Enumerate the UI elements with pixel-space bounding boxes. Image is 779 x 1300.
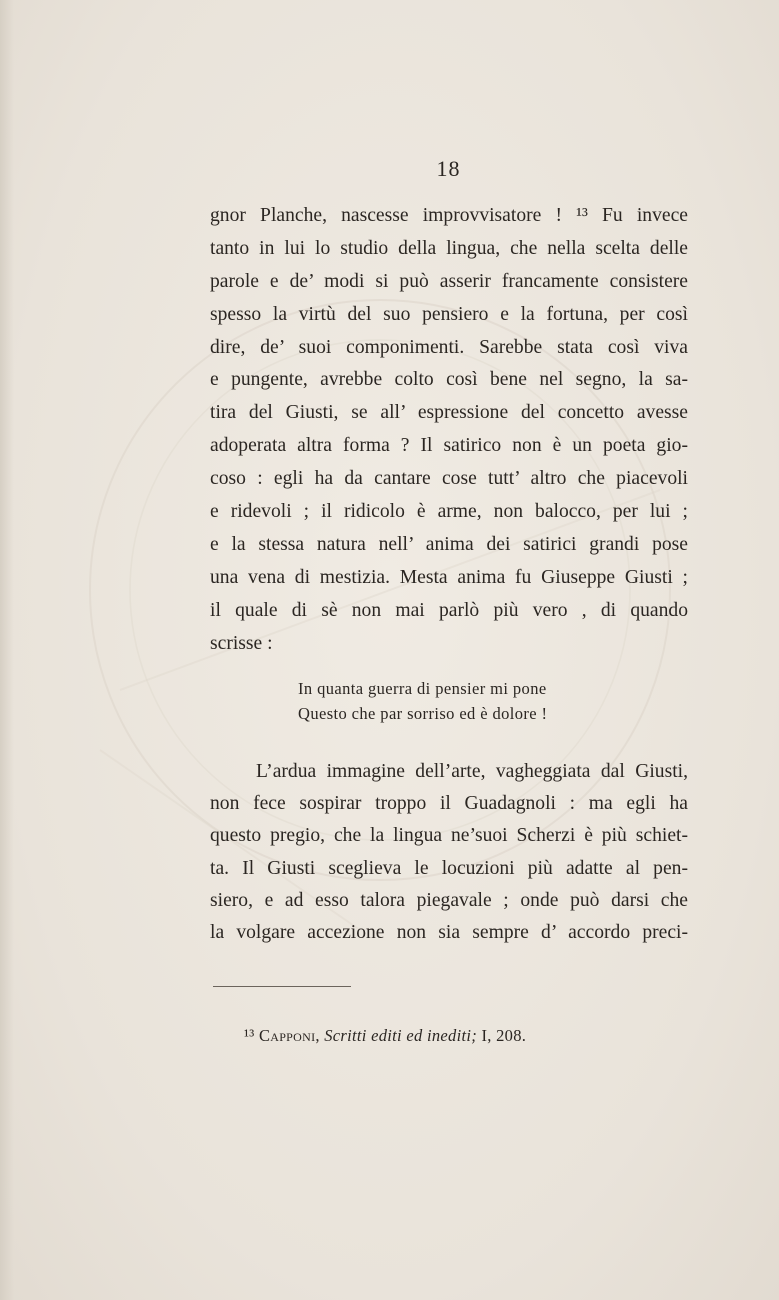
text-line: una vena di mestizia. Mesta anima fu Giuseppe Giusti ; (210, 566, 688, 588)
text-line: e la stessa natura nell’ anima dei satirici grandi pose (210, 533, 688, 555)
text-line: siero, e ad esso talora piegavale ; onde può darsi che (210, 889, 688, 911)
text-line: coso : egli ha da cantare cose tutt’ altro che piacevoli (210, 468, 688, 490)
verse-quotation (298, 676, 547, 726)
text-line: spesso la virtù del suo pensiero e la fortuna, per così (210, 303, 688, 325)
text-line: parole e de’ modi si può asserir francamente consistere (210, 270, 688, 292)
text-line: e pungente, avrebbe colto così bene nel segno, la sa- (210, 369, 688, 391)
footnote-marker: ¹³ (244, 1026, 255, 1045)
text-line: il quale di sè non mai parlò più vero , di quando (210, 599, 688, 621)
text-line: dire, de’ suoi componimenti. Sarebbe stata così viva (210, 336, 688, 358)
text-line: tira del Giusti, se all’ espressione del concetto avesse (210, 402, 688, 424)
paragraph-2 (210, 756, 688, 949)
text-line: non fece sospirar troppo il Guadagnoli : ma egli ha (210, 793, 688, 815)
footnote-separator (213, 986, 351, 987)
text-line: e ridevoli ; il ridicolo è arme, non balocco, per lui ; (210, 501, 688, 523)
page-number: 18 (436, 156, 461, 181)
text-line: questo pregio, che la lingua ne’suoi Scherzi è più schiet- (210, 825, 688, 847)
verse-line: In quanta guerra di pensier mi pone (298, 679, 547, 698)
paragraph-1 (210, 200, 688, 660)
footnote-author: Capponi, (258, 1026, 320, 1045)
text-line: scrisse : (210, 632, 273, 654)
text-line: tanto in lui lo studio della lingua, che nella scelta delle (210, 237, 688, 259)
text-line: la volgare accezione non sia sempre d’ accordo preci- (210, 921, 688, 943)
page-edge-shadow (0, 0, 14, 1300)
text-line: L’ardua immagine dell’arte, vagheggiata dal Giusti, (256, 761, 688, 782)
verse-line: Questo che par sorriso ed è dolore ! (298, 704, 548, 723)
footnote-title: Scritti editi ed inediti; (324, 1026, 478, 1045)
text-line: gnor Planche, nascesse improvvisatore ! ¹³ Fu invece (210, 205, 688, 226)
footnote (244, 1026, 526, 1046)
text-line: ta. Il Giusti sceglieva le locuzioni più adatte al pen- (210, 857, 688, 879)
footnote-reference: I, 208. (481, 1026, 527, 1045)
text-line: adoperata altra forma ? Il satirico non è un poeta gio- (210, 435, 688, 457)
